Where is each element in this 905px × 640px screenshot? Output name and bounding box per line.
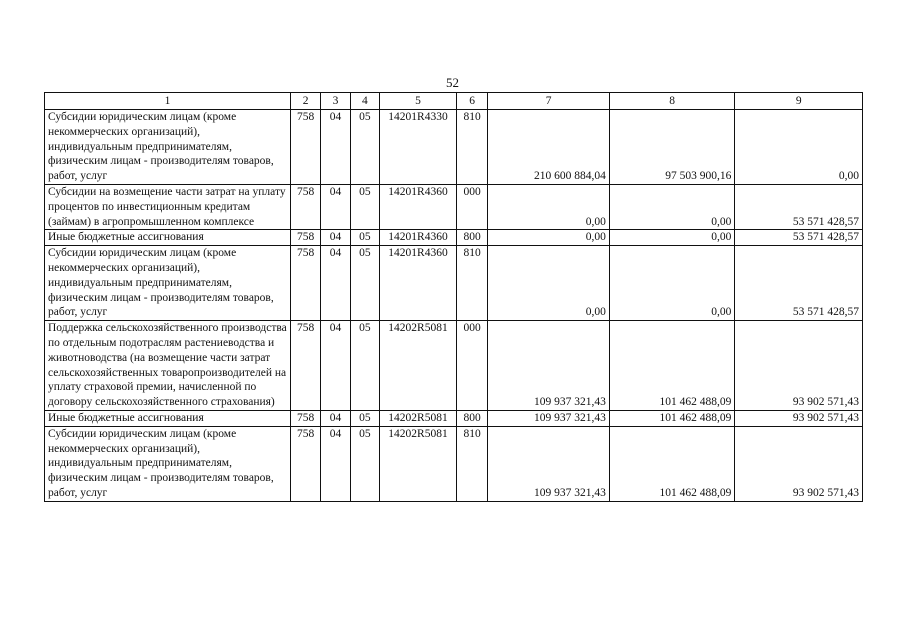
column-number: 8 xyxy=(609,93,735,110)
item-name: Субсидии юридическим лицам (кроме некоммерческих организаций), индивидуальным предпринимателям, физическим лицам - производителям товаров, работ, услуг xyxy=(45,246,291,321)
amount-col8: 101 462 488,09 xyxy=(609,426,735,501)
admin-code: 758 xyxy=(291,246,321,321)
amount-col8: 0,00 xyxy=(609,246,735,321)
admin-code: 758 xyxy=(291,410,321,426)
target-code: 14201R4360 xyxy=(380,230,457,246)
admin-code: 758 xyxy=(291,426,321,501)
column-number: 5 xyxy=(380,93,457,110)
expense-type-code: 810 xyxy=(456,110,487,185)
amount-col7: 109 937 321,43 xyxy=(488,426,609,501)
item-name: Субсидии юридическим лицам (кроме некоммерческих организаций), индивидуальным предпринимателям, физическим лицам - производителям товаров, работ, услуг xyxy=(45,110,291,185)
amount-col7: 210 600 884,04 xyxy=(488,110,609,185)
item-name: Иные бюджетные ассигнования xyxy=(45,410,291,426)
column-number: 4 xyxy=(350,93,379,110)
budget-table xyxy=(44,92,863,502)
subsection-code: 05 xyxy=(350,246,379,321)
amount-col8: 97 503 900,16 xyxy=(609,110,735,185)
expense-type-code: 800 xyxy=(456,230,487,246)
subsection-code: 05 xyxy=(350,410,379,426)
expense-type-code: 810 xyxy=(456,426,487,501)
table-row xyxy=(45,184,863,229)
amount-col8: 0,00 xyxy=(609,184,735,229)
amount-col9: 53 571 428,57 xyxy=(735,184,863,229)
table-row xyxy=(45,321,863,411)
subsection-code: 05 xyxy=(350,230,379,246)
amount-col9: 93 902 571,43 xyxy=(735,321,863,411)
column-number: 6 xyxy=(456,93,487,110)
table-row xyxy=(45,110,863,185)
section-code: 04 xyxy=(321,321,350,411)
amount-col9: 93 902 571,43 xyxy=(735,426,863,501)
admin-code: 758 xyxy=(291,110,321,185)
subsection-code: 05 xyxy=(350,321,379,411)
target-code: 14201R4360 xyxy=(380,184,457,229)
amount-col8: 101 462 488,09 xyxy=(609,410,735,426)
table-row xyxy=(45,410,863,426)
target-code: 14202R5081 xyxy=(380,321,457,411)
section-code: 04 xyxy=(321,246,350,321)
target-code: 14201R4330 xyxy=(380,110,457,185)
amount-col7: 0,00 xyxy=(488,184,609,229)
expense-type-code: 000 xyxy=(456,184,487,229)
item-name: Иные бюджетные ассигнования xyxy=(45,230,291,246)
page-number: 52 xyxy=(446,75,459,90)
admin-code: 758 xyxy=(291,184,321,229)
item-name: Субсидии на возмещение части затрат на уплату процентов по инвестиционным кредитам (займам) в агропромышленном комплексе xyxy=(45,184,291,229)
amount-col9: 93 902 571,43 xyxy=(735,410,863,426)
column-number-row xyxy=(45,93,863,110)
section-code: 04 xyxy=(321,410,350,426)
admin-code: 758 xyxy=(291,230,321,246)
amount-col7: 0,00 xyxy=(488,230,609,246)
section-code: 04 xyxy=(321,426,350,501)
subsection-code: 05 xyxy=(350,110,379,185)
amount-col7: 0,00 xyxy=(488,246,609,321)
amount-col9: 0,00 xyxy=(735,110,863,185)
expense-type-code: 000 xyxy=(456,321,487,411)
column-number: 7 xyxy=(488,93,609,110)
amount-col7: 109 937 321,43 xyxy=(488,410,609,426)
expense-type-code: 810 xyxy=(456,246,487,321)
amount-col7: 109 937 321,43 xyxy=(488,321,609,411)
column-number: 9 xyxy=(735,93,863,110)
item-name: Поддержка сельскохозяйственного производства по отдельным подотраслям растениеводства и животноводства (на возмещение части затрат сельскохозяйственных товаропроизводителей на уплату страховой премии, начисленной по договору сельскохозяйственного страхования) xyxy=(45,321,291,411)
amount-col8: 101 462 488,09 xyxy=(609,321,735,411)
amount-col8: 0,00 xyxy=(609,230,735,246)
section-code: 04 xyxy=(321,110,350,185)
subsection-code: 05 xyxy=(350,184,379,229)
admin-code: 758 xyxy=(291,321,321,411)
column-number: 2 xyxy=(291,93,321,110)
target-code: 14201R4360 xyxy=(380,246,457,321)
expense-type-code: 800 xyxy=(456,410,487,426)
table-row xyxy=(45,246,863,321)
table-row xyxy=(45,230,863,246)
target-code: 14202R5081 xyxy=(380,410,457,426)
section-code: 04 xyxy=(321,230,350,246)
table-row xyxy=(45,426,863,501)
column-number: 1 xyxy=(45,93,291,110)
target-code: 14202R5081 xyxy=(380,426,457,501)
item-name: Субсидии юридическим лицам (кроме некоммерческих организаций), индивидуальным предпринимателям, физическим лицам - производителям товаров, работ, услуг xyxy=(45,426,291,501)
amount-col9: 53 571 428,57 xyxy=(735,246,863,321)
section-code: 04 xyxy=(321,184,350,229)
column-number: 3 xyxy=(321,93,350,110)
amount-col9: 53 571 428,57 xyxy=(735,230,863,246)
subsection-code: 05 xyxy=(350,426,379,501)
